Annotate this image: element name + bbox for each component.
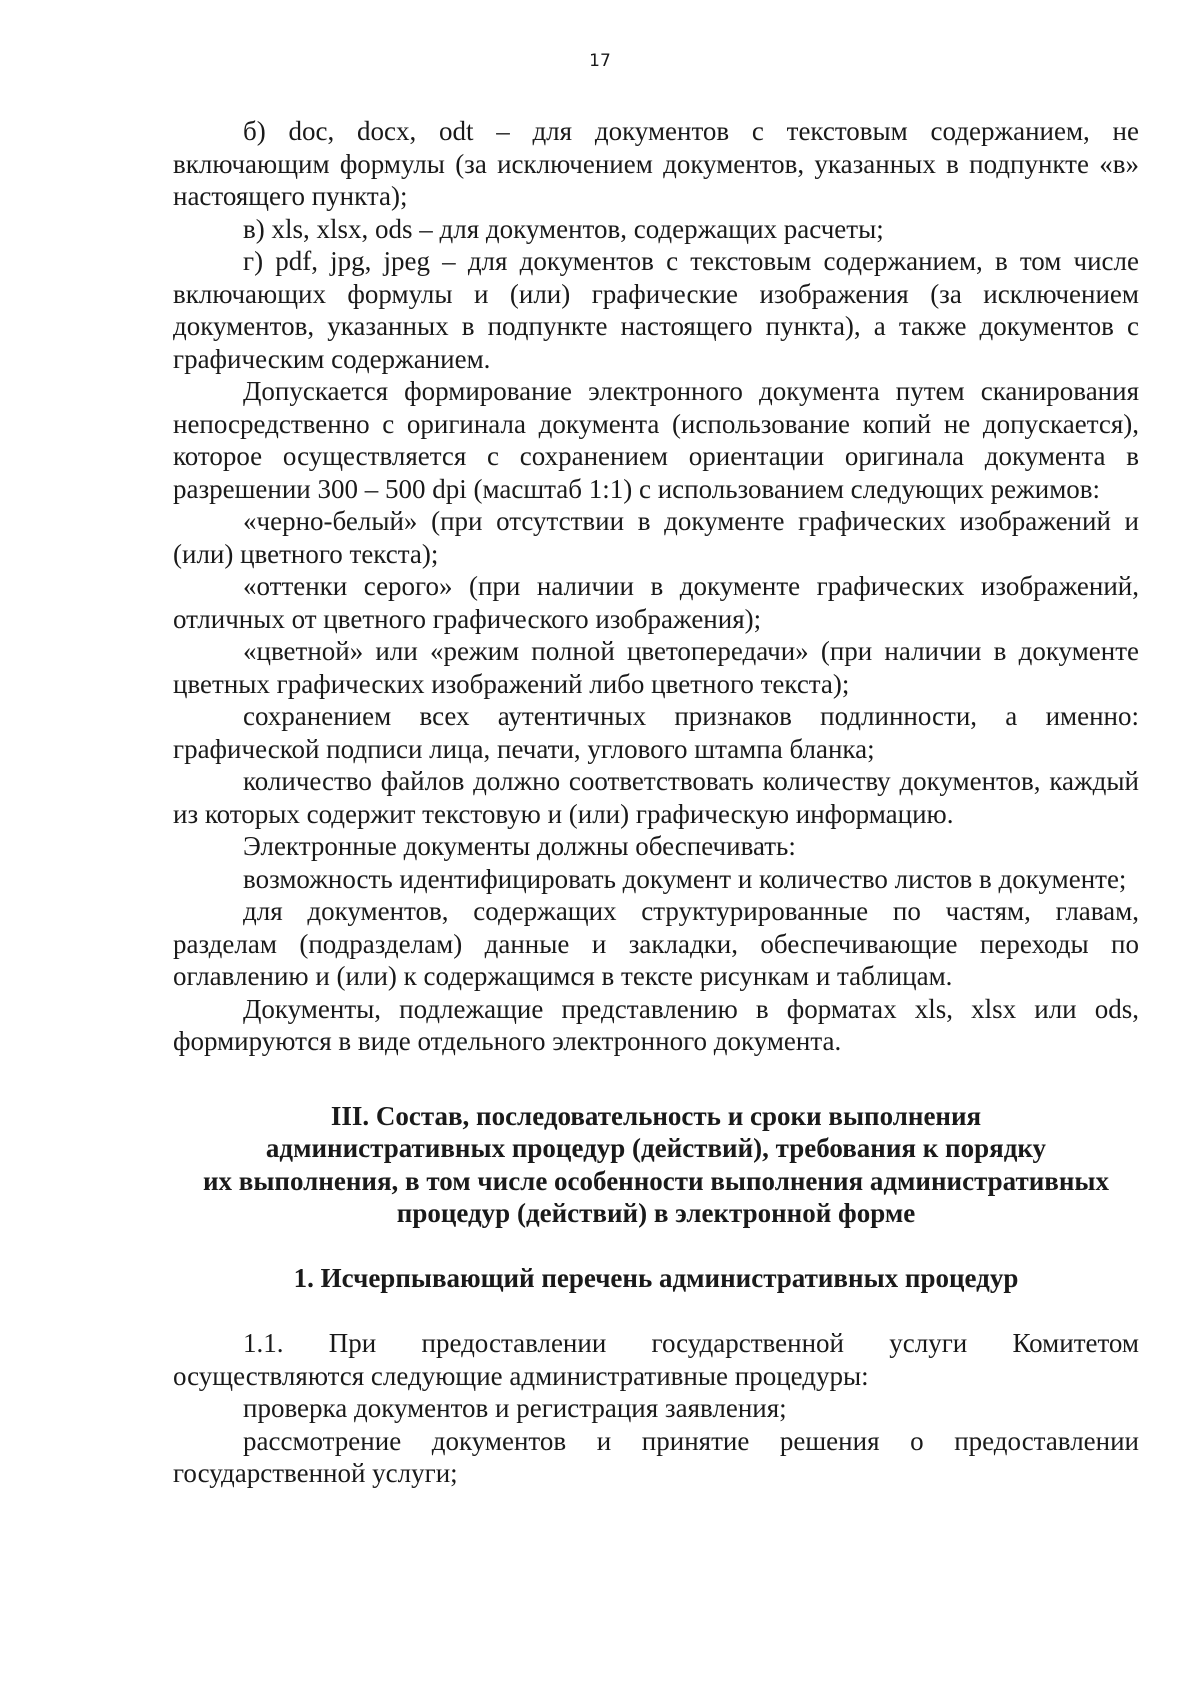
paragraph: Документы, подлежащие представлению в форматах xls, xlsx или ods, формируются в виде отдельного электронного документа.: [173, 993, 1139, 1056]
paragraph: Электронные документы должны обеспечивать:: [243, 831, 796, 861]
section-heading-line: административных процедур (действий), требования к порядку: [265, 1133, 1047, 1163]
section-heading-line: III. Состав, последовательность и сроки выполнения: [330, 1100, 982, 1131]
section-heading-line: процедур (действий) в электронной форме: [396, 1198, 916, 1228]
document-body: [173, 115, 1139, 1490]
paragraph: Допускается формирование электронного документа путем сканирования непосредственно с оригинала документа (использование копий не допускается), которое осуществляется с сохранением ориентации оригинала документа в разрешении 300 – 500 dpi (масштаб 1:1) с использованием следующих режимов:: [173, 376, 1139, 504]
paragraph: количество файлов должно соответствовать количеству документов, каждый из которых содержит текстовую и (или) графическую информацию.: [173, 766, 1139, 829]
paragraph: «оттенки серого» (при наличии в документе графических изображений, отличных от цветного графического изображения);: [173, 571, 1139, 634]
paragraph: «черно-белый» (при отсутствии в документе графических изображений и (или) цветного текста);: [173, 506, 1139, 569]
paragraph: 1.1. При предоставлении государственной услуги Комитетом осуществляются следующие административные процедуры:: [173, 1328, 1139, 1391]
section-heading-line: их выполнения, в том числе особенности выполнения административных: [202, 1165, 1110, 1196]
paragraph: рассмотрение документов и принятие решения о предоставлении государственной услуги;: [173, 1425, 1139, 1488]
paragraph: для документов, содержащих структурированные по частям, главам, разделам (подразделам) данные и закладки, обеспечивающие переходы по оглавлению и (или) к содержащимся в тексте рисункам и таблицам.: [173, 896, 1139, 991]
paragraph: проверка документов и регистрация заявления;: [243, 1393, 787, 1423]
paragraph: «цветной» или «режим полной цветопередачи» (при наличии в документе цветных графических изображений либо цветного текста);: [173, 636, 1139, 699]
page-number: 17: [589, 51, 611, 71]
paragraph: сохранением всех аутентичных признаков подлинности, а именно: графической подписи лица, печати, углового штампа бланка;: [173, 701, 1139, 764]
subsection-heading: 1. Исчерпывающий перечень административных процедур: [293, 1262, 1019, 1293]
paragraph: в) xls, xlsx, ods – для документов, содержащих расчеты;: [243, 213, 884, 244]
paragraph: возможность идентифицировать документ и количество листов в документе;: [243, 863, 1127, 894]
paragraph: г) pdf, jpg, jpeg – для документов с текстовым содержанием, в том числе включающих формулы и (или) графические изображения (за исключением документов, указанных в подпункте настоящего пункта), а также документов с графическим содержанием.: [173, 246, 1139, 374]
paragraph: б) doc, docx, odt – для документов с текстовым содержанием, не включающим формулы (за исключением документов, указанных в подпункте «в» настоящего пункта);: [173, 116, 1139, 211]
section-heading: [173, 1100, 1139, 1230]
